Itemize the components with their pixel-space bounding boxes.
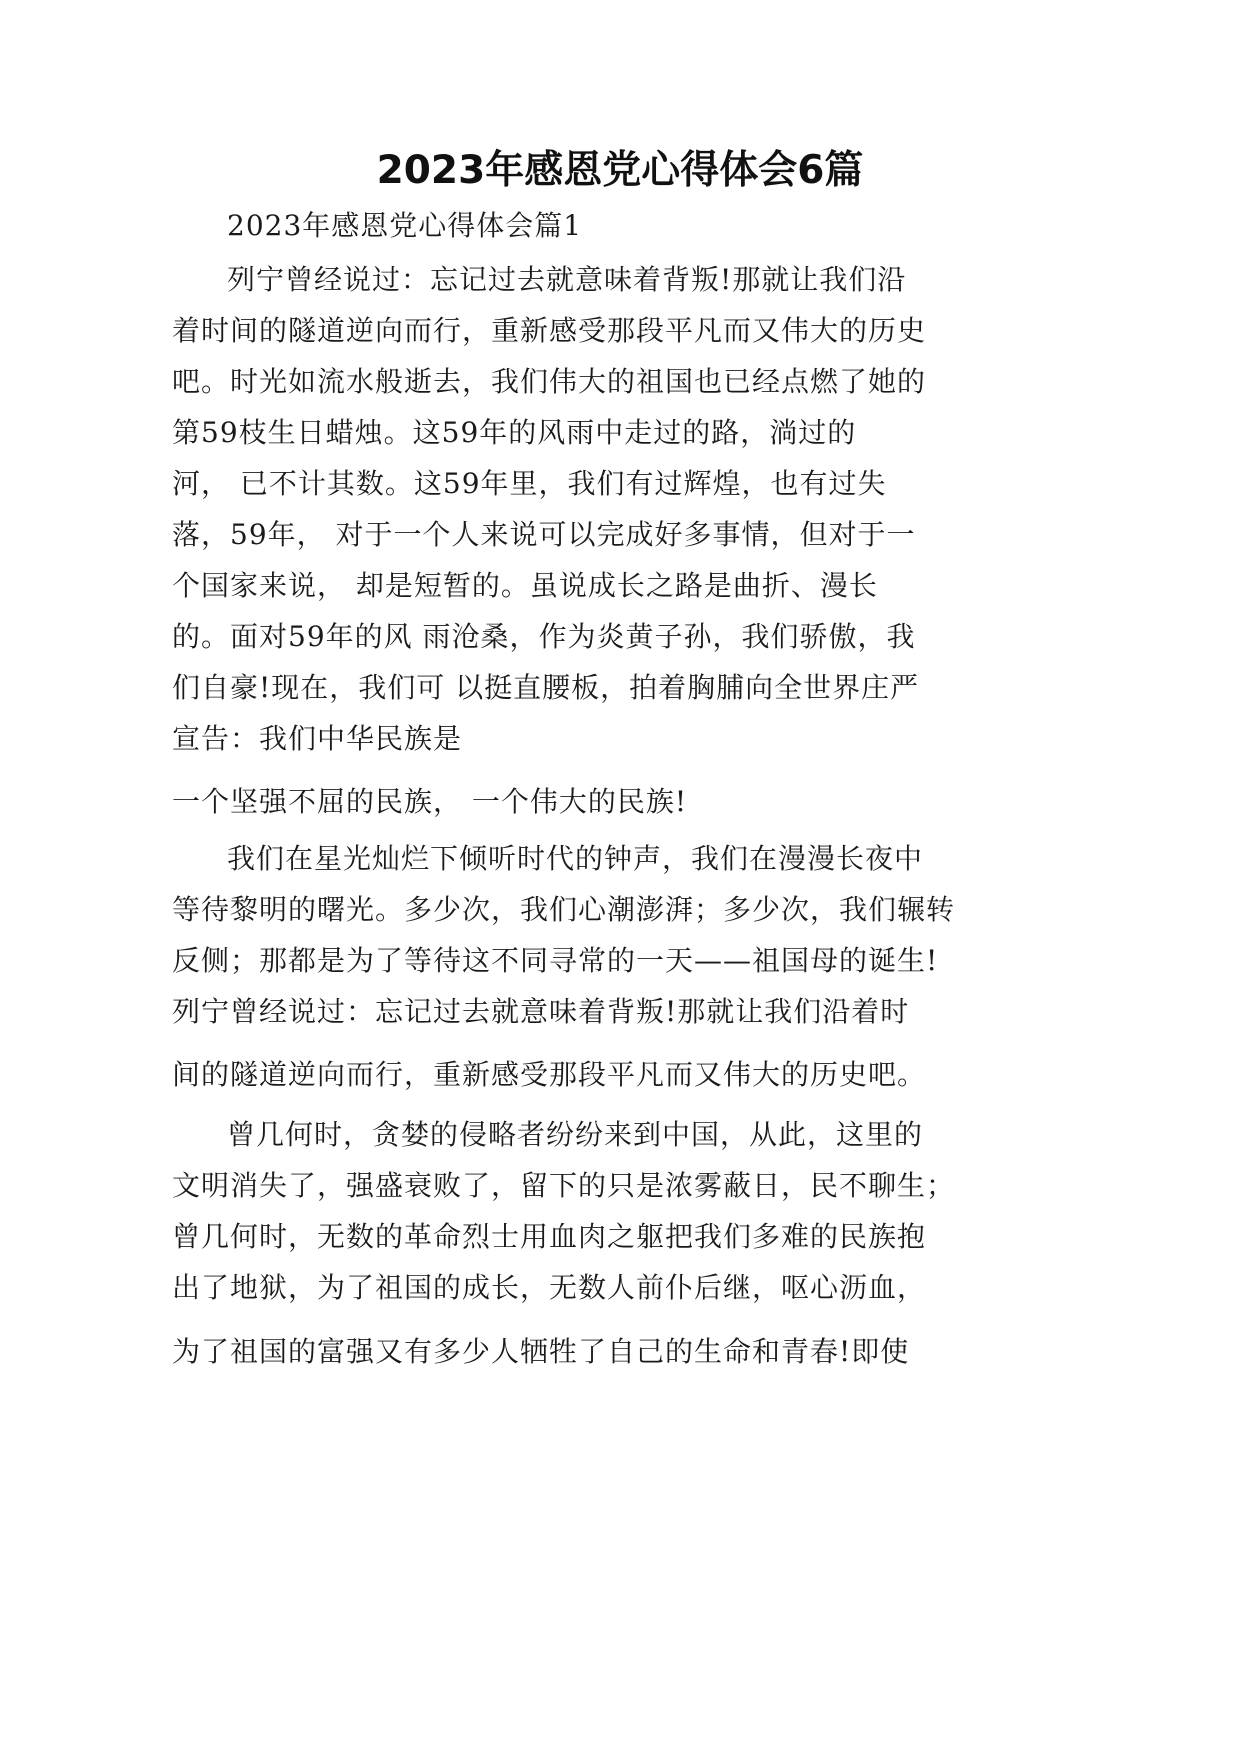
body-line: 第59枝生日蜡烛。这59年的风雨中走过的路，淌过的 — [172, 416, 857, 449]
body-line: 吧。时光如流水般逝去，我们伟大的祖国也已经点燃了她的 — [172, 365, 927, 398]
body-line: 等待黎明的曙光。多少次，我们心潮澎湃；多少次，我们辗转 — [172, 893, 956, 926]
body-line: 个国家来说， 却是短暂的。虽说成长之路是曲折、漫长 — [172, 569, 878, 602]
body-line: 们自豪!现在，我们可 以挺直腰板，拍着胸脯向全世界庄严 — [172, 671, 920, 704]
body-line: 列宁曾经说过：忘记过去就意味着背叛!那就让我们沿 — [227, 263, 907, 296]
body-line: 反侧；那都是为了等待这不同寻常的一天——祖国母的诞生! — [172, 944, 939, 977]
body-line: 列宁曾经说过：忘记过去就意味着背叛!那就让我们沿着时 — [172, 995, 910, 1028]
body-line: 落，59年， 对于一个人来说可以完成好多事情，但对于一 — [172, 518, 916, 551]
section-heading: 2023年感恩党心得体会篇1 — [227, 209, 583, 242]
document-title: 2023年感恩党心得体会6篇 — [376, 148, 864, 193]
body-line: 为了祖国的富强又有多少人牺牲了自己的生命和青春!即使 — [172, 1335, 910, 1368]
body-line: 宣告：我们中华民族是 — [172, 722, 463, 755]
body-line: 河， 已不计其数。这59年里，我们有过辉煌，也有过失 — [172, 467, 887, 500]
body-line: 出了地狱，为了祖国的成长，无数人前仆后继，呕心沥血， — [172, 1271, 927, 1304]
body-line: 我们在星光灿烂下倾听时代的钟声，我们在漫漫长夜中 — [227, 842, 924, 875]
body-line: 文明消失了，强盛衰败了，留下的只是浓雾蔽日，民不聊生； — [172, 1169, 956, 1202]
body-line: 间的隧道逆向而行，重新感受那段平凡而又伟大的历史吧。 — [172, 1058, 927, 1091]
body-line: 的。面对59年的风 雨沧桑，作为炎黄子孙，我们骄傲，我 — [172, 620, 916, 653]
body-line: 一个坚强不屈的民族， 一个伟大的民族! — [172, 785, 688, 818]
body-line: 着时间的隧道逆向而行，重新感受那段平凡而又伟大的历史 — [172, 314, 927, 347]
body-line: 曾几何时，贪婪的侵略者纷纷来到中国，从此，这里的 — [227, 1118, 924, 1151]
body-line: 曾几何时，无数的革命烈士用血肉之躯把我们多难的民族抱 — [172, 1220, 927, 1253]
